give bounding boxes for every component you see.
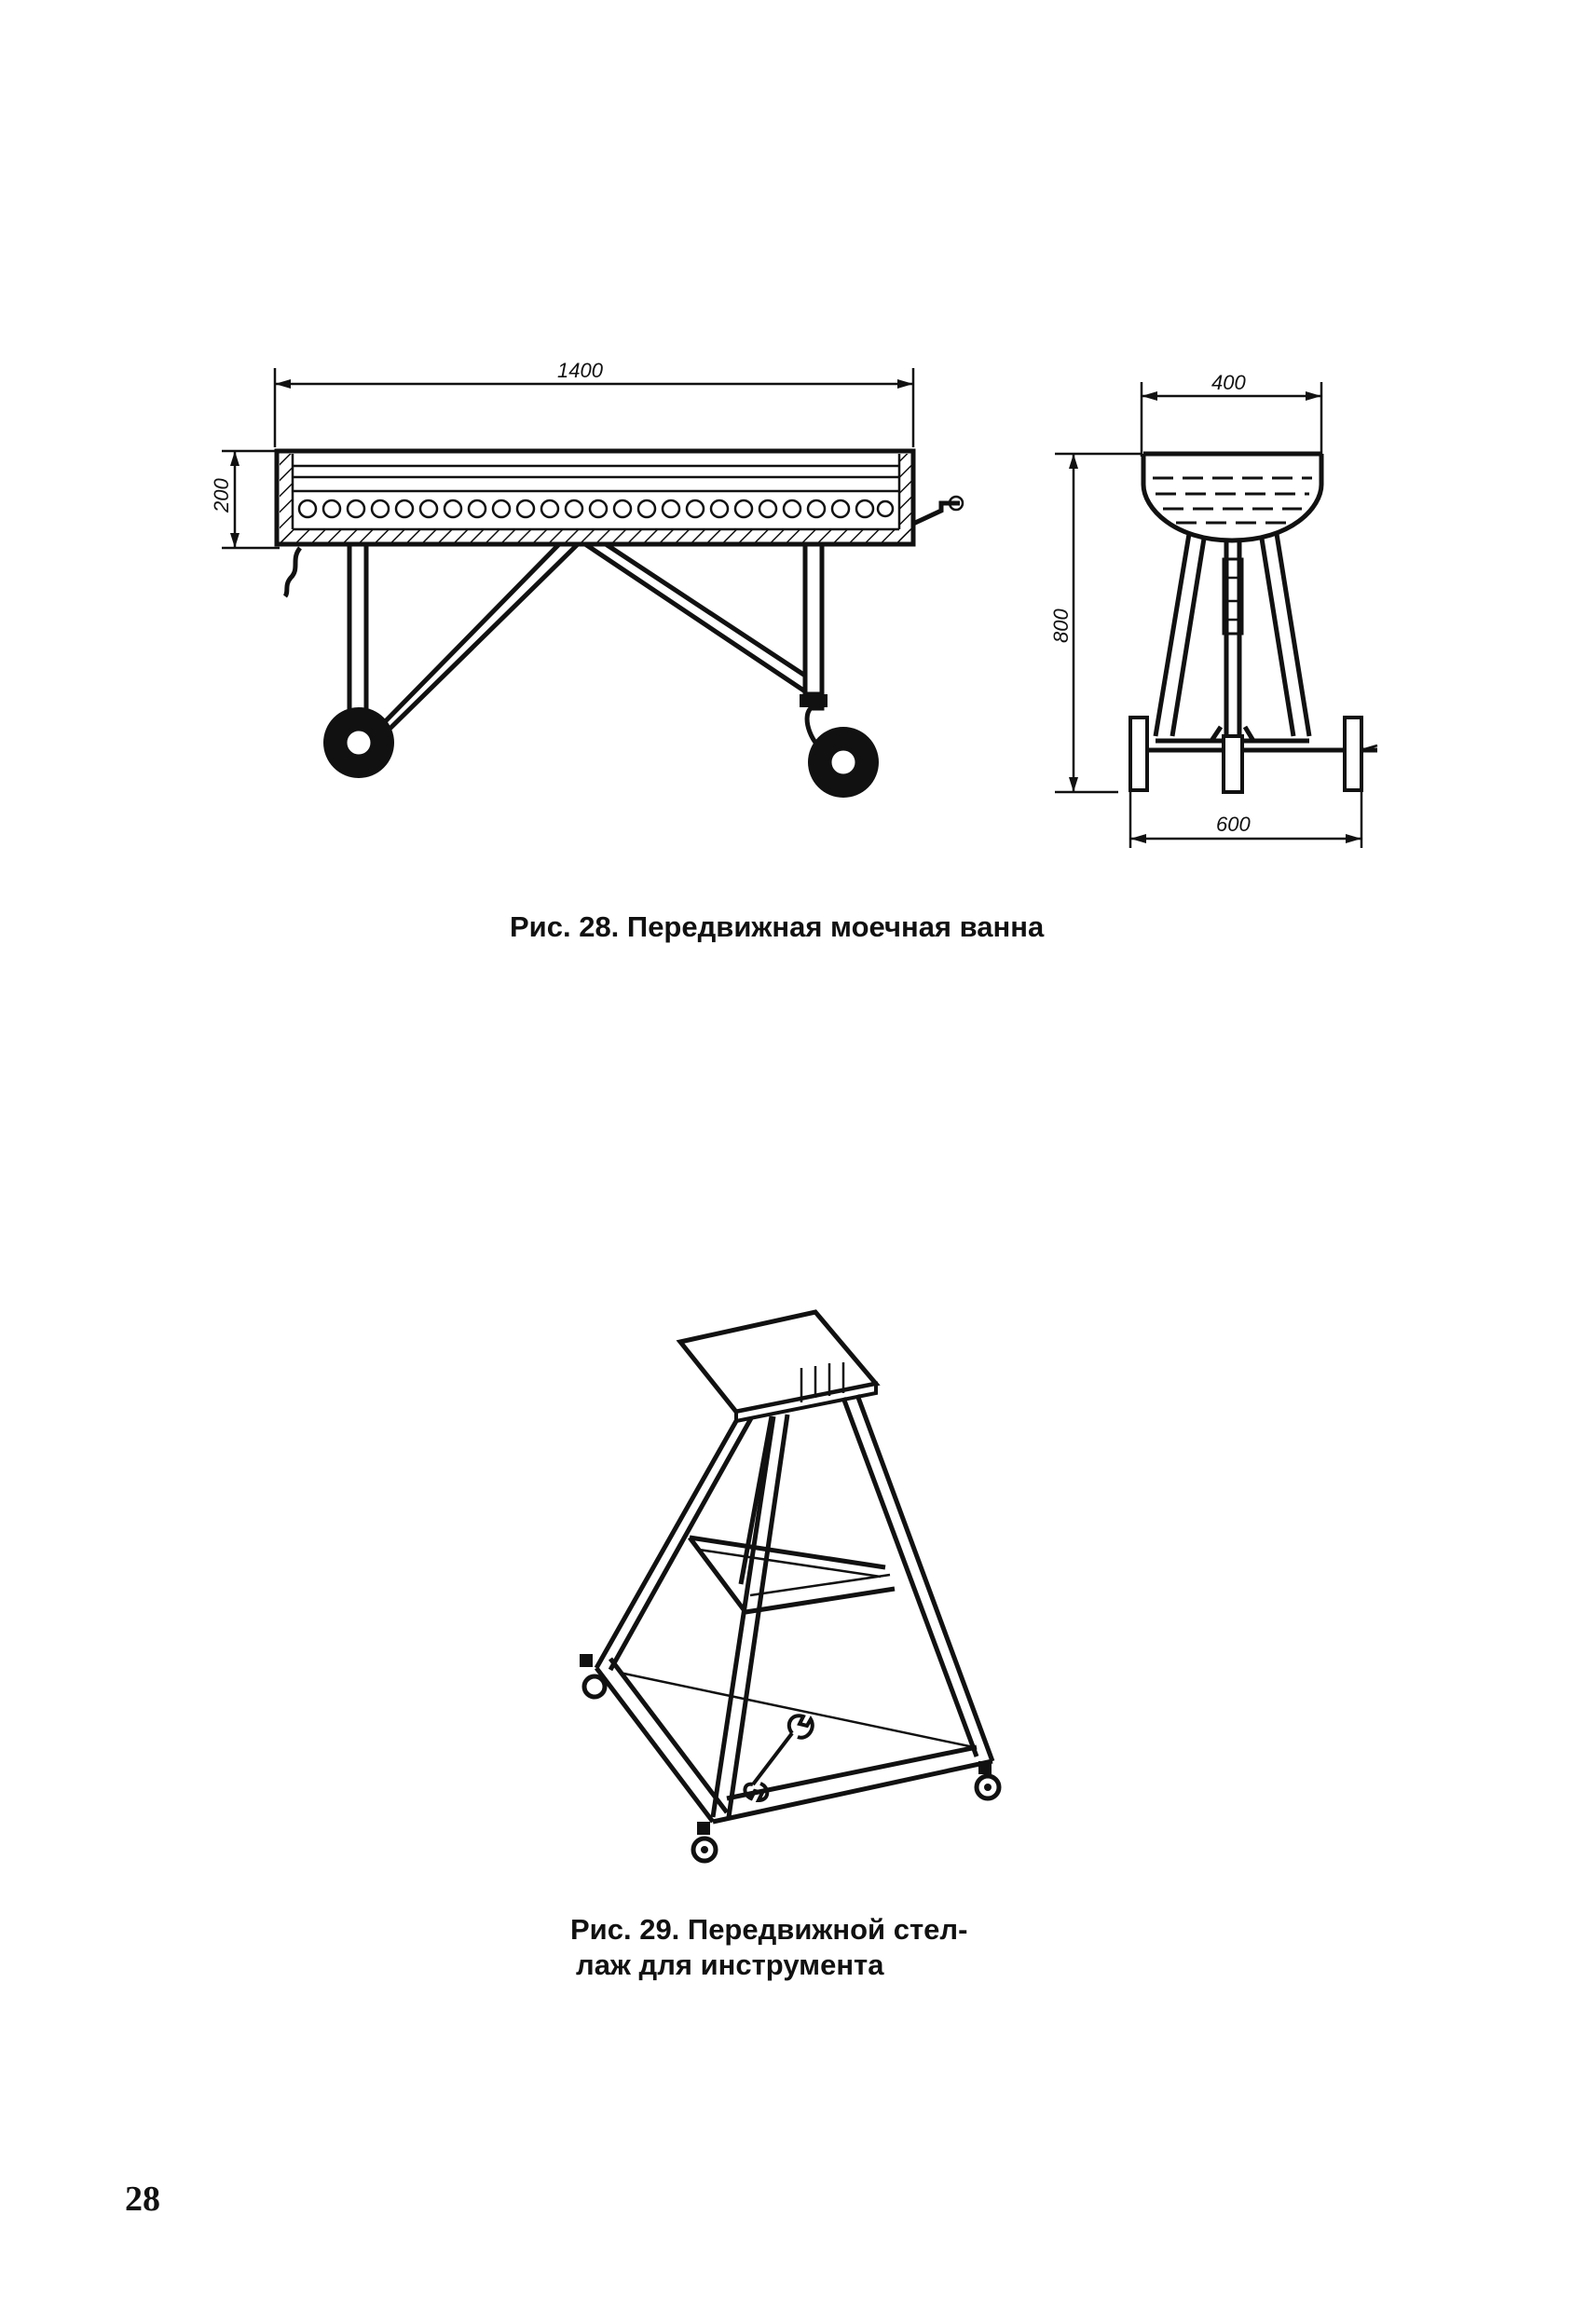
dim-total-height-label: 800 xyxy=(1049,608,1073,643)
roller-row xyxy=(299,500,893,517)
dim-height-label: 200 xyxy=(210,478,233,513)
figure-29-caption-line-1: Рис. 29. Передвижной стел- xyxy=(570,1913,968,1946)
figure-29-tool-rack xyxy=(580,1312,999,1861)
figure-29-caption-line-2: лаж для инструмента xyxy=(576,1948,884,1981)
figure-28-end-view xyxy=(1049,371,1377,848)
page-number: 28 xyxy=(125,2180,160,2219)
dim-width-top-label: 400 xyxy=(1211,371,1246,394)
dim-length-label: 1400 xyxy=(557,359,603,382)
figure-28-caption: Рис. 28. Передвижная моечная ванна xyxy=(510,910,1045,943)
figure-28-side-view xyxy=(210,359,963,798)
dim-wheel-base-label: 600 xyxy=(1216,813,1251,836)
